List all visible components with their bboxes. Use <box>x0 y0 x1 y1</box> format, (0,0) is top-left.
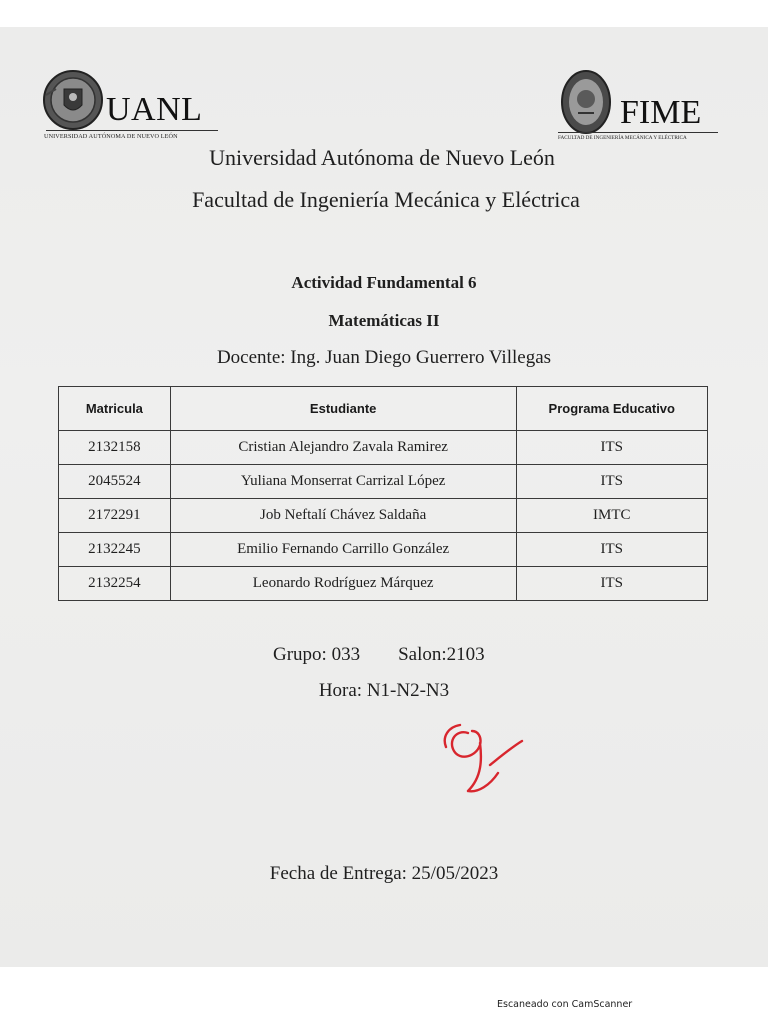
subject-title: Matemáticas II <box>328 311 440 330</box>
students-table <box>58 386 708 601</box>
header-estudiante: Estudiante <box>170 387 516 431</box>
cell-estudiante: Job Neftalí Chávez Saldaña <box>170 499 516 533</box>
table-row <box>59 431 708 465</box>
fime-wordmark: FIME <box>620 94 702 131</box>
table-header-row <box>59 387 708 431</box>
teacher-line: Docente: Ing. Juan Diego Guerrero Villegas <box>216 347 552 368</box>
fime-seal-icon <box>560 69 612 135</box>
uanl-divider <box>46 130 218 131</box>
cell-estudiante: Cristian Alejandro Zavala Ramirez <box>170 431 516 465</box>
cell-matricula: 2132245 <box>59 533 171 567</box>
university-name: Universidad Autónoma de Nuevo León <box>209 145 555 170</box>
group-room-line <box>273 644 485 666</box>
activity-title: Actividad Fundamental 6 <box>291 273 477 292</box>
table-row <box>59 567 708 601</box>
uanl-seal-icon <box>42 69 104 131</box>
cell-estudiante: Leonardo Rodríguez Márquez <box>170 567 516 601</box>
cell-matricula: 2132254 <box>59 567 171 601</box>
cell-programa: ITS <box>516 431 707 465</box>
grade-nine-stroke <box>445 725 522 791</box>
faculty-name: Facultad de Ingeniería Mecánica y Eléctrica <box>192 187 580 212</box>
header-matricula: Matricula <box>59 387 171 431</box>
delivery-date: Fecha de Entrega: 25/05/2023 <box>269 863 499 884</box>
table-row <box>59 465 708 499</box>
cell-programa: ITS <box>516 567 707 601</box>
cell-matricula: 2132158 <box>59 431 171 465</box>
cell-estudiante: Yuliana Monserrat Carrizal López <box>170 465 516 499</box>
cell-programa: ITS <box>516 533 707 567</box>
scanner-watermark: Escaneado con CamScanner <box>497 999 633 1010</box>
fime-logo <box>556 69 732 149</box>
handwritten-grade-mark <box>438 707 528 797</box>
uanl-subtitle: UNIVERSIDAD AUTÓNOMA DE NUEVO LEÓN <box>44 133 178 140</box>
room-label: Salon:2103 <box>398 644 485 665</box>
fime-subtitle: FACULTAD DE INGENIERÍA MECÁNICA Y ELÉCTRICA <box>558 135 687 141</box>
header-programa: Programa Educativo <box>516 387 707 431</box>
hour-line: Hora: N1-N2-N3 <box>318 680 450 701</box>
cell-programa: IMTC <box>516 499 707 533</box>
cell-programa: ITS <box>516 465 707 499</box>
uanl-logo <box>36 69 226 149</box>
cell-matricula: 2172291 <box>59 499 171 533</box>
fime-divider <box>558 132 718 133</box>
document-sheet <box>0 27 768 967</box>
table-row <box>59 499 708 533</box>
group-label: Grupo: 033 <box>273 644 361 665</box>
uanl-wordmark: UANL <box>106 91 203 128</box>
cell-estudiante: Emilio Fernando Carrillo González <box>170 533 516 567</box>
cell-matricula: 2045524 <box>59 465 171 499</box>
table-row <box>59 533 708 567</box>
